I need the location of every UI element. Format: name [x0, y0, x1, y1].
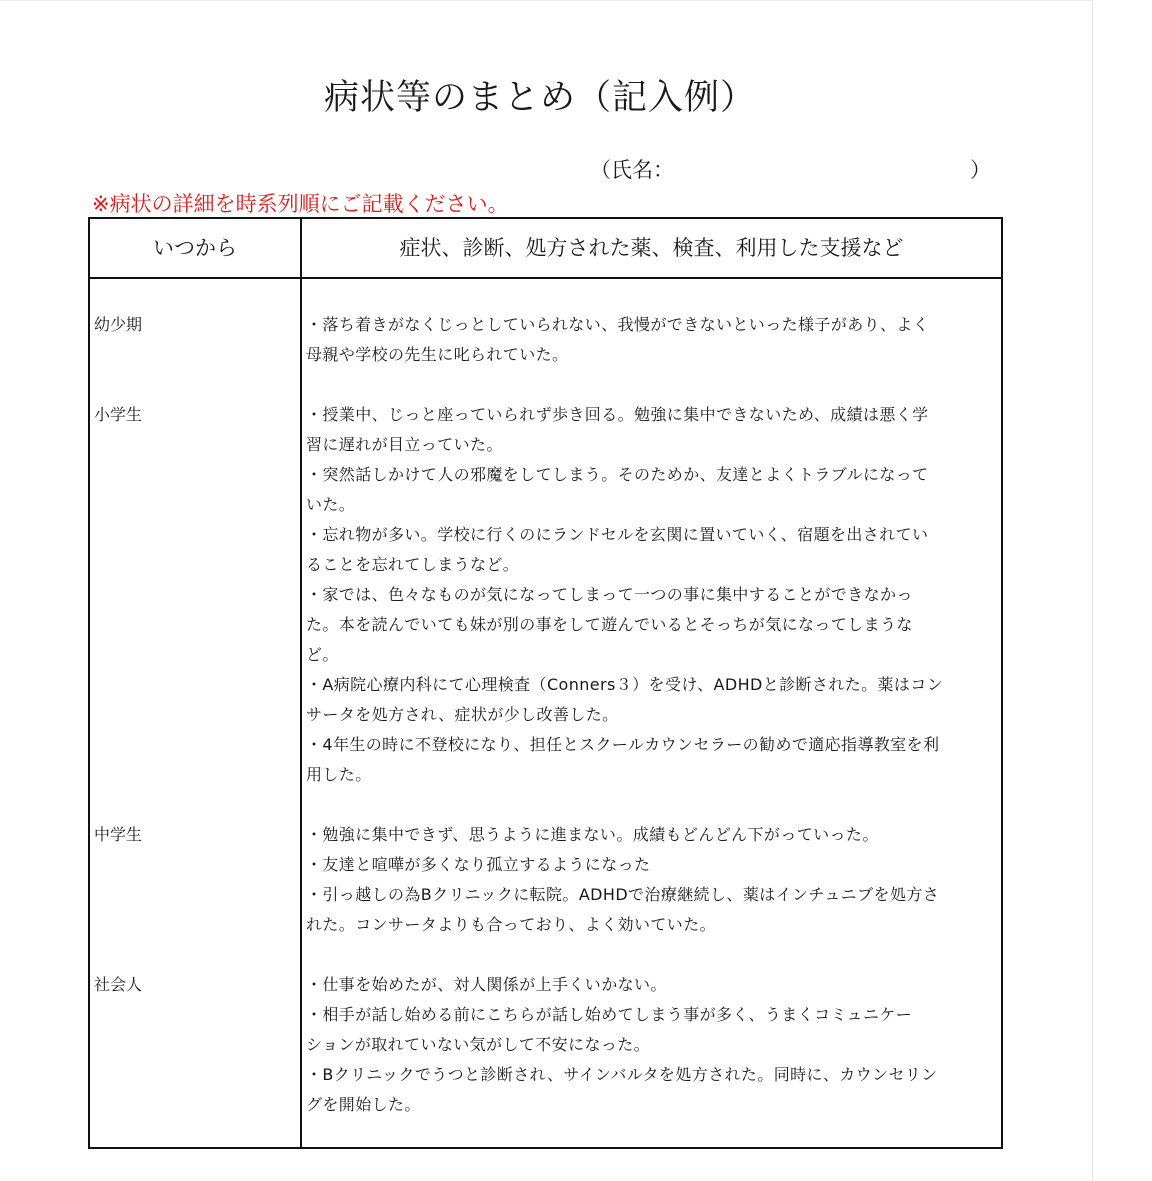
detail-line: いた。 [306, 495, 356, 514]
name-field [590, 154, 991, 184]
detail-line: ・突然話しかけて人の邪魔をしてしまう。そのためか、友達とよくトラブルになって [306, 465, 929, 484]
header-details: 症状、診断、処方された薬、検査、利用した支援など [399, 236, 904, 260]
detail-line: 用した。 [306, 765, 372, 784]
detail-line: れた。コンサータよりも合っており、よく効いていた。 [306, 915, 717, 934]
row-details-elementary [306, 400, 996, 790]
row-period-junior-high: 中学生 [94, 825, 143, 844]
detail-line: ・忘れ物が多い。学校に行くのにランドセルを玄関に置いていく、宿題を出されてい [306, 525, 929, 544]
detail-line: た。本を読んでいても妹が別の事をして遊んでいるとそっちが気になってしまうな [306, 615, 913, 634]
detail-line: ・家では、色々なものが気になってしまって一つの事に集中することができなかっ [306, 585, 913, 604]
detail-line: ・相手が話し始める前にこちらが話し始めてしまう事が多く、うまくコミュニケー [306, 1005, 913, 1024]
row-details-working-adult [306, 970, 996, 1120]
row-details-junior-high [306, 820, 996, 940]
history-table [88, 217, 1003, 1149]
detail-line: ・Bクリニックでうつと診断され、サインバルタを処方された。同時に、カウンセリン [306, 1065, 938, 1084]
detail-line: ・友達と喧嘩が多くなり孤立するようになった [306, 855, 651, 874]
detail-line: 母親や学校の先生に叱られていた。 [306, 345, 569, 364]
detail-line: ることを忘れてしまうなど。 [306, 555, 520, 574]
column-divider [300, 219, 302, 1147]
name-close-paren: ） [970, 158, 991, 182]
instruction-note: ※病状の詳細を時系列順にご記載ください。 [92, 192, 509, 216]
page-right-border [1092, 0, 1093, 1181]
detail-line: ・仕事を始めたが、対人関係が上手くいかない。 [306, 975, 667, 994]
header-when: いつから [153, 236, 237, 260]
page-top-border [0, 0, 1093, 1]
detail-line: グを開始した。 [306, 1095, 421, 1114]
name-label: （氏名： [590, 158, 674, 182]
row-period-elementary: 小学生 [94, 405, 143, 424]
table-header-row [90, 219, 1001, 279]
row-details-early-childhood [306, 310, 996, 370]
row-period-early-childhood: 幼少期 [94, 315, 143, 334]
detail-line: ・A病院心療内科にて心理検査（Conners３）を受け、ADHDと診断された。薬はコン [306, 675, 944, 694]
detail-line: ・勉強に集中できず、思うように進まない。成績もどんどん下がっていった。 [306, 825, 879, 844]
detail-line: ・落ち着きがなくじっとしていられない、我慢ができないといった様子があり、よく [306, 315, 930, 334]
detail-line: ションが取れていない気がして不安になった。 [306, 1035, 651, 1054]
detail-line: ・授業中、じっと座っていられず歩き回る。勉強に集中できないため、成績は悪く学 [306, 405, 929, 424]
document-title: 病状等のまとめ（記入例） [323, 78, 756, 118]
detail-line: サータを処方され、症状が少し改善した。 [306, 705, 619, 724]
detail-line: 習に遅れが目立っていた。 [306, 435, 503, 454]
row-period-working-adult: 社会人 [94, 975, 143, 994]
detail-line: ど。 [306, 645, 339, 664]
detail-line: ・4年生の時に不登校になり、担任とスクールカウンセラーの勧めで適応指導教室を利 [306, 735, 940, 754]
detail-line: ・引っ越しの為Bクリニックに転院。ADHDで治療継続し、薬はインチュニブを処方さ [306, 885, 940, 904]
